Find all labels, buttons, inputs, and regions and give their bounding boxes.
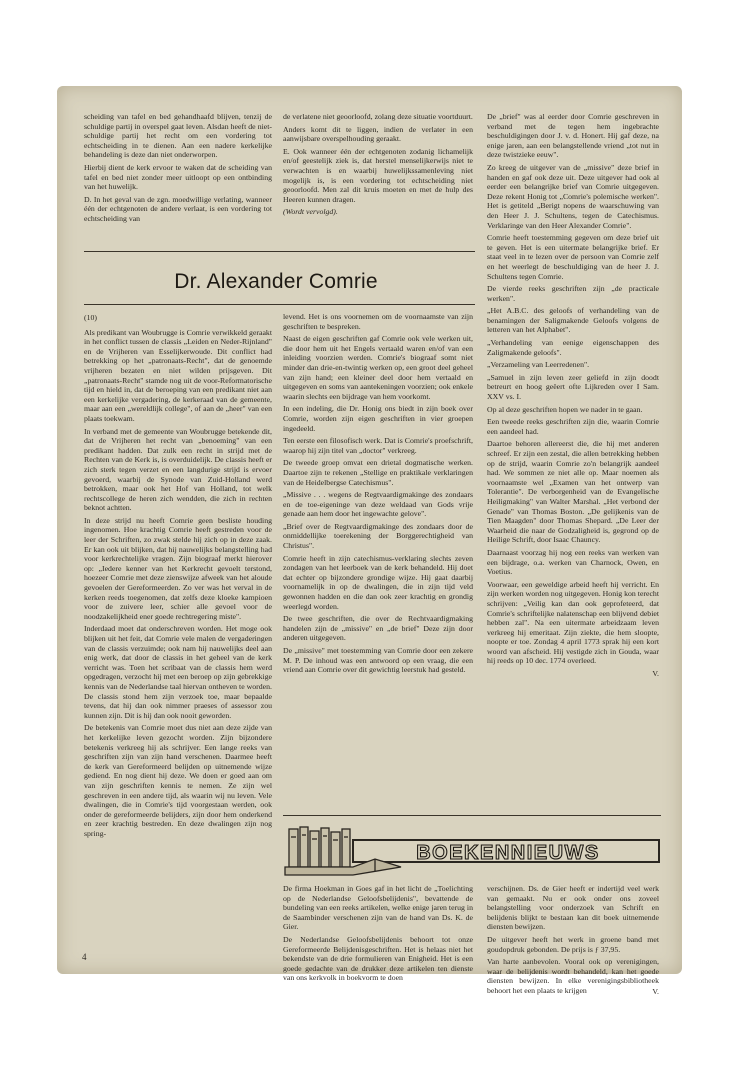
article-col2-paragraph: levend. Het is ons voornemen om de voornaamste van zijn geschriften te bespreken. [283, 312, 473, 331]
top-col3-paragraph: Op al deze geschriften hopen we nader in te gaan. [487, 404, 643, 414]
top-column-2 [283, 112, 473, 220]
top-col3-paragraph: De „brief" was al eerder door Comrie geschreven in verband met de tegen hem ingebrachte beschuldigingen door J. v. d. Honert. Hij gaf deze, na enige jaren, aan een belangstellende vriend „tot nut in deze twistzieke eeuw". [487, 112, 659, 160]
books-col2-body [487, 884, 659, 996]
top-col2-p3: E. Ook wanneer één der echtgenoten zodanig lichamelijk en/of geestelijk ziek is, dat herstel menselijkerwijs niet te verwachten is en waarbij huwelijkssamenleving niet mogelijk is, is een vordering tot echtscheiding niet geoorloofd. Men zal dit kruis moeten en met de hulp des Heeren kunnen dragen. [283, 146, 473, 204]
books-col2-paragraph: De uitgever heeft het werk in groene band met goudopdruk gebonden. De prijs is ƒ 37,95. [487, 934, 659, 954]
top-col3-paragraph: „Verhandeling van eenige eigenschappen des Zaligmakende geloofs". [487, 338, 659, 357]
title-rule [84, 304, 475, 305]
article-col2-paragraph: De twee geschriften, die over de Rechtvaardigmaking handelen zijn de „missive" en „de brief" Deze zijn door anderen uitgegeven. [283, 614, 473, 643]
article-col2-paragraph: „Missive . . . wegens de Regtvaardigmakinge des zondaars en de toe-eigeninge van deze weldaad van Gods vrije genade aan hem door het ingewachte gelove". [283, 490, 473, 519]
top-col3-paragraph: Daarnaast voorzag hij nog een reeks van werken van een bijdrage, o.a. werken van Charnock, Owen, en Voetius. [487, 547, 659, 577]
to-be-continued: (Wordt vervolgd). [283, 207, 338, 217]
article-col2-paragraph: „Brief over de Regtvaardigmakinge des zondaars door de onmiddellijke toerekening der Borggerechtigheid van Christus". [283, 521, 473, 551]
article-column-2 [283, 312, 473, 678]
top-col3-paragraph: Voorwaar, een geweldige arbeid heeft hij verricht. En zijn werken worden nog uitgegeven. Honig kon terecht schrijven: „Veilig kan dan ook geprofeteerd, dat Comrie's schriftelijke nalatenschap een blijvend debiet hebben zal". Na een uitermate arbeidzaam leven verkreeg hij emeritaat. Zijn ziekte, die hem sloopte, noopte er toe. Zondag 4 april 1773 sprak hij een kort woord van afscheid. Hij vestigde zich in Gouda, waar hij reeds op 10 dec. 1774 overleed. [487, 579, 659, 666]
article-col2-paragraph: Ten eerste een filosofisch werk. Dat is Comrie's proefschrift, waarop hij zijn titel van „doctor" verkreeg. [283, 436, 473, 455]
article-number: (10) [84, 313, 97, 322]
books-col1-paragraph: De Nederlandse Geloofsbelijdenis behoort tot onze Gereformeerde Belijdenisgeschriften. Het is helaas niet het bekendste van de drie formulieren van Enigheid. Het is een goede gedachte van de drukker deze artikelen ten dienste van ons kerkvolk in boekvorm te doen [283, 934, 473, 983]
top-col3-paragraph: „Verzameling van Leerredenen". [487, 360, 590, 370]
top-col3-paragraph: Zo kreeg de uitgever van de „missive" deze brief in handen en gaf ook deze uit. Deze uitgever had ook al eerder een belangrijke brief van Comrie uitgegeven. Deze rekent Honig tot „Comrie's polemische werken". Het is getiteld „Berigt nopens de waarschuwing van den Heer J. J. Schultens, tegen de Catechismus. Verklaringe van den Heer Alexander Comrie". [487, 162, 659, 230]
books-signoff: V. [652, 986, 659, 996]
article-col2-paragraph: De „missive" met toestemming van Comrie door een zekere M. P. De inhoud was een antwoord op een vraag, die een vriend aan Comrie over dit gewichtig leerstuk had gesteld. [283, 646, 473, 675]
books-col2-paragraph: Van harte aanbevolen. Vooral ook op verenigingen, waar de belijdenis wordt behandeld, kan het goede diensten bewijzen. In elke verenigingsbibliotheek behoort het een plaats te krijgen [487, 957, 659, 995]
top-signoff: V. [652, 669, 659, 679]
top-col2-p2: Anders komt dit te liggen, indien de verlater in een aanwijsbare overspelhouding geraakt. [283, 124, 473, 144]
books-col2-paragraph: verschijnen. Ds. de Gier heeft er indertijd veel werk van gemaakt. Nu er ook onder ons zoveel belangstelling voor onderzoek van Schrift en belijdenis blijkt te bestaan kan dit boek uitnemende diensten bewijzen. [487, 884, 659, 932]
top-col1-paragraph: D. In het geval van de zgn. moedwillige verlating, wanneer één der echtgenoten de andere verlaat, is een vordering tot echtscheiding van [84, 194, 272, 223]
article-col2-paragraph: Naast de eigen geschriften gaf Comrie ook vele werken uit, die door hem uit het Engels vertaald waren en/of van een inleiding voorzien werden. Comrie's biograaf somt niet minder dan drie-en-twintig werken op, een groot deel geheel van zijn hand; een kleiner deel door hem vertaald en uitgegeven en soms van aantekeningen voorzien; ook enkele waarin slechts een bijdrage van hem voorkomt. [283, 334, 473, 401]
article-col1-paragraph: De betekenis van Comrie moet dus niet aan deze zijde van het kerkelijke leven gezocht worden. Zijn bijzondere betekenis verkreeg hij als schrijver. Een lange reeks van geschriften zijn van zijn hand verschenen. Daarmee heeft de kerk van Gereformeerd belijden op uitnemende wijze gediend. En nog dient hij deze. We doen er goed aan om van zijn geschriften kennis te nemen. Ze zijn wel geschreven in een andere tijd, als waarin wij nu leven. Vele dwalingen, die in Comrie's tijd voorgestaan werden, ook onder de gereformeerde belijders, zijn door hem onderkend en zeer krachtig bestreden. En deze dwalingen zijn nog spring- [84, 723, 272, 838]
article-col1-body [84, 328, 272, 839]
top-col3-paragraph: Comrie heeft toestemming gegeven om deze brief uit te geven. Het is een uitermate belangrijke brief. Er staat veel in te lezen over de persoon van Comrie zelf en het weerlegt de beschuldiging van de heer J. J. Schultens tegen Comrie. [487, 233, 659, 281]
article-col1-paragraph: Als predikant van Woubrugge is Comrie verwikkeld geraakt in het conflict tussen de classis „Leiden en Neder-Rijnland" en de Vrijheren van Esselijkerwoude. Dit conflict had betrekking op het „patronaats-Recht", dat de genoemde vrijheren bezaten en niet wilden prijsgeven. Dit „patronaats-Recht" stamde nog uit de voor-Reformatorische tijd en hield in, dat de beroeping van een predikant niet aan een kerkelijke vergadering, de kerkeraad van de gemeente, maar aan een „wereldlijk college", of aan de „heer" van een plaats toekwam. [84, 327, 272, 423]
books-column-2 [487, 884, 659, 999]
article-col1-paragraph: In verband met de gemeente van Woubrugge betekende dit, dat de Vrijheren het recht van „benoeming" van een predikant hadden. Dat zulk een recht in strijd met de Rechten van de Kerk is, is overduidelijk. De classis heeft er zich sterk tegen verzet en een langdurige strijd is ervoer gevoerd, waarbij de Synode van Zuid-Holland werd betrokken, maar ook het Hof van Holland, tot welk rechtscollege de heren zich wendden, die zich in rechten beknot achtten. [84, 426, 272, 513]
article-col2-paragraph: Comrie heeft in zijn catechismus-verklaring slechts zeven zondagen van het leerboek van de kerk behandeld. Hij doet dat echter op bijzondere grondige wijze. Hij gaat daarbij voornamelijk in op de dwalingen, die in zijn tijd veld gewonnen hadden en die dan ook zeer krachtig en grondig weerlegd worden. [283, 553, 473, 611]
magazine-page [57, 86, 682, 996]
article-title-text: Dr. Alexander Comrie [174, 270, 378, 293]
article-title [67, 270, 485, 294]
top-col3-paragraph: Daartoe behoren allereerst die, die hij met anderen schreef. Er zijn een zestal, die allen betrekking hebben op de strijd, waarin Comrie zo'n belangrijk aandeel had. We sommen ze niet alle op. Maar noemen als voornaamste wel „Examen van het ontwerp van Tolerantie". De verborgenheid van de Evangelische Heiligmaking" van Walter Marshal. „Het verbond der Genade" van Thomas Boston. „De gelijkenis van de Tien Maagden" door Thomas Shepard. „De Leer der Waarheid die naar de Godzaligheid is, gegrond op de Heilige Schrift, door Isaac Chauncy. [487, 439, 659, 545]
article-col1-paragraph: In deze strijd nu heeft Comrie geen besliste houding ingenomen. Hoe krachtig Comrie heeft gestreden voor de leer der Schriften, zo zwak stelde hij zich op in deze zaak. Er kan ook uit blijken, dat hij nauwelijks belangstelling had voor kerkrechtelijke vragen. Zijn biograaf merkt hierover op: „Iedere kenner van het Kerkrecht gevoelt terstond, hoezeer Comrie met deze zienswijze afweek van het aloude gevoelen der Gereformeerden. Zo ver was het verval in de kerken reeds toegenomen, dat zelfs deze kloeke kampioen voor de zuivere leer, schier alle gevoel voor de noodzakelijkheid ener goede rechtregering miste". [84, 515, 272, 621]
top-col2-p1: de verlatene niet geoorloofd, zolang deze situatie voortduurt. [283, 112, 473, 121]
top-column-3 [487, 112, 659, 682]
page-number: 4 [82, 952, 87, 962]
top-col1-paragraph: scheiding van tafel en bed gehandhaafd blijven, tenzij de schuldige partij in overspel gaat leven. Alsdan heeft de niet-schuldige partij het recht om een vordering tot echtscheiding in te dienen. Aan een nadere kerkelijke behandeling is deze dan niet onderworpen. [84, 112, 272, 160]
top-rule [84, 251, 475, 252]
top-col3-paragraph: Een tweede reeks geschriften zijn die, waarin Comrie een aandeel had. [487, 417, 659, 436]
books-illustration [283, 823, 663, 879]
books-top-rule [283, 815, 661, 816]
top-col3-paragraph: De vierde reeks geschriften zijn „de practicale werken". [487, 284, 659, 303]
article-col1-paragraph: Inderdaad moet dat onderschreven worden. Het moge ook blijken uit het feit, dat Comrie vele malen de vergaderingen van de classis verzuimde; ook nam hij nauwelijks deel aan enig werk, dat door de classis in het geheel van de kerk verricht was. Toen het scribaat van de classis hem werd opgedragen, verzocht hij met een beroep op zijn gebrekkige kennis van de Nederlandse taal hiervan ontheven te worden. De classis stond hem zijn verzoek toe, maar bepaalde tevens, dat hij dan ook nimmer praeses of assessor zou kunnen zijn. Dit is hij dan ook nooit geworden. [84, 624, 272, 720]
article-column-1 [84, 313, 272, 841]
top-col1-paragraph: Hierbij dient de kerk ervoor te waken dat de scheiding van tafel en bed niet zonder meer uitloopt op een ontbinding van het huwelijk. [84, 162, 272, 192]
article-col2-paragraph: In een indeling, die Dr. Honig ons biedt in zijn boek over Comrie, worden zijn eigen geschriften in vier groepen ingedeeld. [283, 404, 473, 433]
book-news-title: BOEKENNIEUWS [416, 842, 600, 864]
article-col2-paragraph: De tweede groep omvat een drietal dogmatische werken. Daartoe zijn te rekenen „Stellige en praktikale verklaringen van de Heidelbergse Catechismus". [283, 458, 473, 487]
books-col1-paragraph: De firma Hoekman in Goes gaf in het licht de „Toelichting op de Nederlandse Geloofsbelijdenis", bevattende de bundeling van een reeks artikelen, welke enige jaren terug in de Saambinder verschenen zijn van de hand van Ds. K. de Gier. [283, 884, 473, 932]
top-col3-paragraph: „Het A.B.C. des geloofs of verhandeling van de benamingen der Saligmakende Geloofs volgens de letteren van het Alphabet". [487, 306, 659, 335]
top-col3-body [487, 112, 659, 666]
top-column-1 [84, 112, 272, 227]
top-col3-paragraph: „Samuel in zijn leven zeer geliefd in zijn doodt betreurt en hoog geëert ofte Lijkreden over I Sam. XXV vs. I. [487, 372, 659, 402]
book-news-banner [283, 823, 675, 879]
books-column-1 [283, 884, 473, 986]
